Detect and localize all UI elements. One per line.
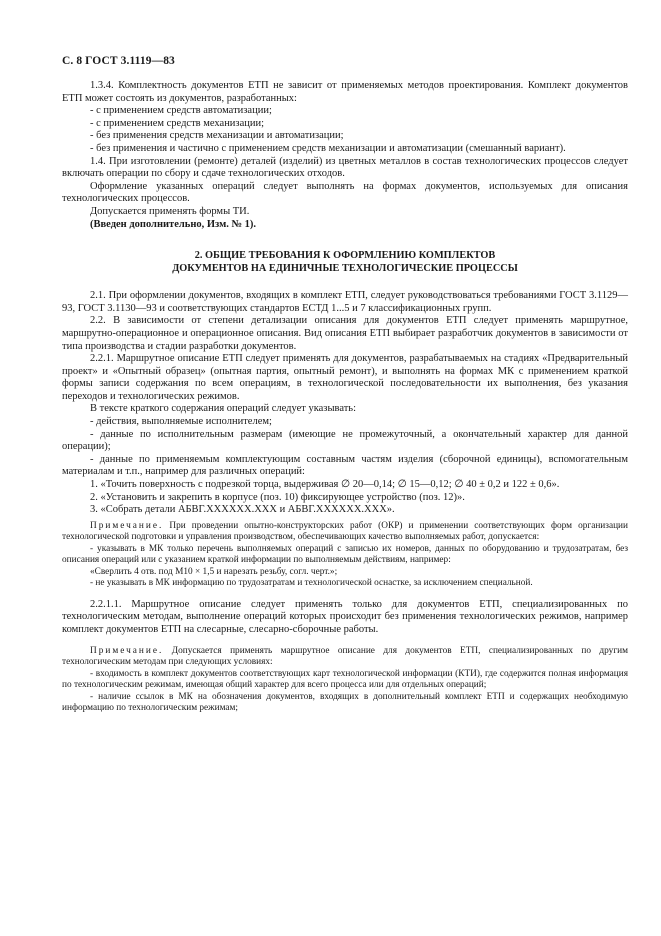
note-item: «Сверлить 4 отв. под M10 × 1,5 и нарезать резьбу, согл. черт.»; [90,566,338,577]
note-item: - наличие ссылок в МК на обозначения документов, входящих в дополнительный комплект ЕТП и содержащих необходимую информацию по технологическим режимам; [62,691,628,714]
example-item: 2. «Установить и закрепить в корпусе (поз. 10) фиксирующее устройство (поз. 12)». [90,491,465,503]
example-item: 3. «Собрать детали АБВГ.XXXXXX.XXX и АБВГ.XXXXXX.XXX». [90,504,395,516]
paragraph-2-2: 2.2. В зависимости от степени детализации описания для документов ЕТП следует применять маршрутное, маршрутно-операционное и операционное описания. Вид описания ЕТП выбирает разработчик документов в зависимости от типа производства и стадии разработки документов. [62,315,628,352]
paragraph: Оформление указанных операций следует выполнять на формах документов, используемых для описания технологических процессов. [62,180,628,205]
note-label: Примечание. [90,645,164,656]
document-body [62,80,628,715]
list-item: - данные по применяемым комплектующим составным частям изделия (сборочной единицы), вспомогательным материалам и т.п., например для различных операций: [62,453,628,478]
note-text: При проведении опытно-конструкторских работ (ОКР) и применении соответствующих форм организации технологической подготовки и управления производством, обеспечивающих качество выполняемых работ, допускается: [62,520,628,543]
note-label: Примечание. [90,520,164,531]
section-title-line-1: 2. ОБЩИЕ ТРЕБОВАНИЯ К ОФОРМЛЕНИЮ КОМПЛЕКТОВ [194,250,496,262]
section-title [62,249,628,275]
note-item: - не указывать в МК информацию по трудозатратам и технологической оснастке, за исключением специальной. [90,578,533,589]
paragraph-2-2-1: 2.2.1. Маршрутное описание ЕТП следует применять для документов, разрабатываемых на стадиях «Предварительный проект» и «Опытный образец» (опытная партия, опытный ремонт), и выполнять на формах МК с применением краткой формы записи содержания по всем операциям, в технологической последовательности их выполнения, без указания переходов и технологических режимов. [62,353,628,402]
note-item: - входимость в комплект документов соответствующих карт технологической информации (КТИ), где содержится полная информация по технологическим режимам, имеющая общий характер для всего процесса или для отдельных операций; [62,668,628,691]
list-item: - данные по исполнительным размерам (имеющие не промежуточный, а окончательный характер для данной операции); [62,428,628,453]
list-item: - без применения средств механизации и автоматизации; [90,130,344,142]
paragraph-1-4: 1.4. При изготовлении (ремонте) деталей (изделий) из цветных металлов в состав технологических процессов следует включать операции по сбору и сдаче технологических отходов. [62,155,628,180]
note-2 [62,646,628,669]
paragraph-2-2-1-1: 2.2.1.1. Маршрутное описание следует применять только для документов ЕТП, специализированных по технологическим методам, выполнение операций которых происходит без применения технологических режимов, например комплект документов ЕТП на слесарные, слесарно-сборочные работы. [62,598,628,635]
note-text: Допускается применять маршрутное описание для документов ЕТП, специализированных по другим технологическим методам при следующих условиях: [62,645,628,668]
amendment-note: (Введен дополнительно, Изм. № 1). [90,218,257,230]
list-item: - с применением средств автоматизации; [90,105,272,117]
note-1 [62,521,628,544]
example-item: 1. «Точить поверхность с подрезкой торца, выдерживая ∅ 20—0,14; ∅ 15—0,12; ∅ 40 ± 0,2 и 122 ± 0,6». [90,479,560,491]
paragraph: В тексте краткого содержания операций следует указывать: [90,403,357,415]
paragraph: Допускается применять формы ТИ. [90,205,250,217]
note-item: - указывать в МК только перечень выполняемых операций с записью их номеров, данных по оборудованию и трудозатратам, без описания операций или с указанием краткой информации по выполняемым действиям, например: [62,543,628,566]
paragraph-1-3-4: 1.3.4. Комплектность документов ЕТП не зависит от применяемых методов проектирования. Комплект документов ЕТП может состоять из документов, разработанных: [62,80,628,104]
list-item: - без применения и частично с применением средств механизации и автоматизации (смешанный вариант). [90,142,566,154]
paragraph-2-1: 2.1. При оформлении документов, входящих в комплект ЕТП, следует руководствоваться требованиями ГОСТ 3.1129—93, ГОСТ 3.1130—93 и соответствующих стандартов ЕСТД 1...5 и 7 классификационных групп. [62,290,628,314]
list-item: - действия, выполняемые исполнителем; [90,416,272,428]
list-item: - с применением средств механизации; [90,117,265,129]
section-title-line-2: ДОКУМЕНТОВ НА ЕДИНИЧНЫЕ ТЕХНОЛОГИЧЕСКИЕ ПРОЦЕССЫ [172,263,518,275]
page-header: С. 8 ГОСТ 3.1119—83 [62,55,175,67]
